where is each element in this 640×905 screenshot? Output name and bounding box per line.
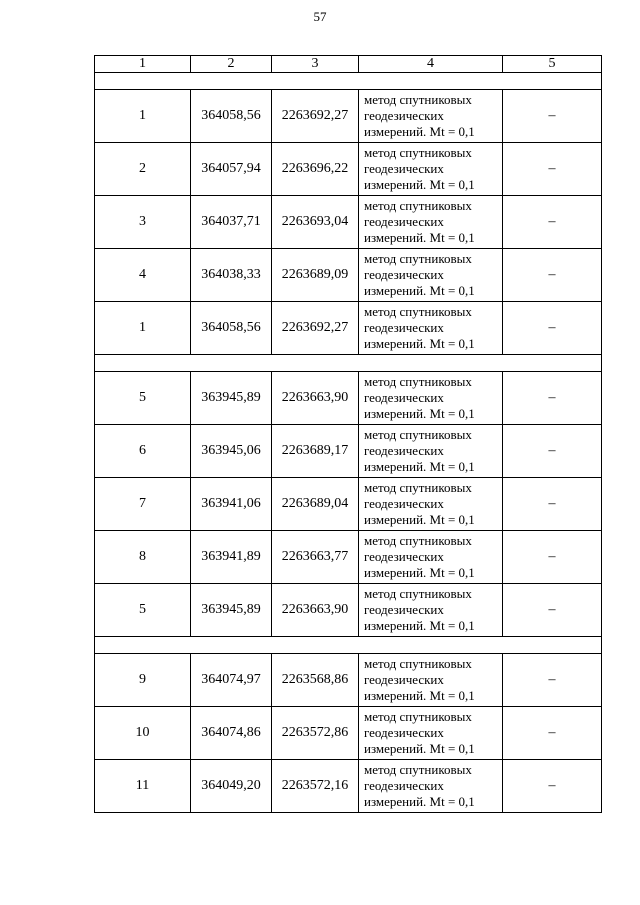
- x-coordinate-cell: 363941,89: [191, 531, 272, 584]
- group-separator-row: [95, 73, 602, 90]
- group-separator-cell: [95, 355, 602, 372]
- note-cell: –: [503, 249, 602, 302]
- method-cell: [359, 372, 503, 425]
- header-row: [95, 56, 602, 73]
- x-coordinate-cell: 363941,06: [191, 478, 272, 531]
- point-number-cell: 10: [95, 707, 191, 760]
- method-cell: [359, 478, 503, 531]
- method-text-line: геодезических: [364, 161, 444, 176]
- method-text-line: геодезических: [364, 778, 444, 793]
- y-coordinate-cell: 2263692,27: [272, 90, 359, 143]
- method-text-line: геодезических: [364, 602, 444, 617]
- x-coordinate-cell: 364057,94: [191, 143, 272, 196]
- x-coordinate-cell: 364058,56: [191, 302, 272, 355]
- table-row: [95, 302, 602, 355]
- point-number-cell: 1: [95, 90, 191, 143]
- point-number-cell: 9: [95, 654, 191, 707]
- coordinates-table: [94, 55, 602, 813]
- method-text-line: измерений. Mt = 0,1: [364, 565, 475, 580]
- x-coordinate-cell: 363945,06: [191, 425, 272, 478]
- point-number-cell: 7: [95, 478, 191, 531]
- table-row: [95, 196, 602, 249]
- method-text-line: измерений. Mt = 0,1: [364, 794, 475, 809]
- note-cell: –: [503, 90, 602, 143]
- method-text-line: геодезических: [364, 672, 444, 687]
- header-cell: 2: [191, 56, 272, 73]
- method-text-line: геодезических: [364, 725, 444, 740]
- note-cell: –: [503, 707, 602, 760]
- y-coordinate-cell: 2263693,04: [272, 196, 359, 249]
- header-cell: 1: [95, 56, 191, 73]
- note-cell: –: [503, 531, 602, 584]
- note-cell: –: [503, 143, 602, 196]
- method-text-line: метод спутниковых: [364, 427, 472, 442]
- method-cell: [359, 90, 503, 143]
- method-cell: [359, 531, 503, 584]
- point-number-cell: 5: [95, 372, 191, 425]
- y-coordinate-cell: 2263572,86: [272, 707, 359, 760]
- table-row: [95, 425, 602, 478]
- method-text-line: измерений. Mt = 0,1: [364, 124, 475, 139]
- y-coordinate-cell: 2263696,22: [272, 143, 359, 196]
- y-coordinate-cell: 2263689,09: [272, 249, 359, 302]
- x-coordinate-cell: 363945,89: [191, 372, 272, 425]
- method-cell: [359, 654, 503, 707]
- note-cell: –: [503, 196, 602, 249]
- table-row: [95, 249, 602, 302]
- method-text-line: измерений. Mt = 0,1: [364, 177, 475, 192]
- method-text-line: геодезических: [364, 214, 444, 229]
- point-number-cell: 3: [95, 196, 191, 249]
- method-cell: [359, 707, 503, 760]
- point-number-cell: 6: [95, 425, 191, 478]
- method-cell: [359, 584, 503, 637]
- table-row: [95, 143, 602, 196]
- table-row: [95, 654, 602, 707]
- method-text-line: метод спутниковых: [364, 586, 472, 601]
- method-text-line: геодезических: [364, 320, 444, 335]
- point-number-cell: 8: [95, 531, 191, 584]
- method-text-line: метод спутниковых: [364, 374, 472, 389]
- note-cell: –: [503, 478, 602, 531]
- note-cell: –: [503, 654, 602, 707]
- method-text-line: метод спутниковых: [364, 198, 472, 213]
- point-number-cell: 4: [95, 249, 191, 302]
- method-cell: [359, 302, 503, 355]
- table-row: [95, 584, 602, 637]
- method-cell: [359, 760, 503, 813]
- method-text-line: измерений. Mt = 0,1: [364, 618, 475, 633]
- method-text-line: измерений. Mt = 0,1: [364, 688, 475, 703]
- table-row: [95, 478, 602, 531]
- method-text-line: измерений. Mt = 0,1: [364, 459, 475, 474]
- method-text-line: метод спутниковых: [364, 709, 472, 724]
- method-text-line: метод спутниковых: [364, 304, 472, 319]
- x-coordinate-cell: 364058,56: [191, 90, 272, 143]
- note-cell: –: [503, 372, 602, 425]
- method-text-line: метод спутниковых: [364, 762, 472, 777]
- x-coordinate-cell: 364074,97: [191, 654, 272, 707]
- method-cell: [359, 143, 503, 196]
- group-separator-row: [95, 637, 602, 654]
- method-text-line: метод спутниковых: [364, 92, 472, 107]
- point-number-cell: 2: [95, 143, 191, 196]
- method-text-line: метод спутниковых: [364, 145, 472, 160]
- header-cell: 3: [272, 56, 359, 73]
- table-row: [95, 372, 602, 425]
- note-cell: –: [503, 760, 602, 813]
- method-cell: [359, 249, 503, 302]
- x-coordinate-cell: 364049,20: [191, 760, 272, 813]
- x-coordinate-cell: 364074,86: [191, 707, 272, 760]
- note-cell: –: [503, 425, 602, 478]
- method-text-line: измерений. Mt = 0,1: [364, 283, 475, 298]
- y-coordinate-cell: 2263692,27: [272, 302, 359, 355]
- method-text-line: измерений. Mt = 0,1: [364, 406, 475, 421]
- method-text-line: геодезических: [364, 390, 444, 405]
- x-coordinate-cell: 364037,71: [191, 196, 272, 249]
- group-separator-cell: [95, 73, 602, 90]
- point-number-cell: 5: [95, 584, 191, 637]
- point-number-cell: 1: [95, 302, 191, 355]
- method-text-line: метод спутниковых: [364, 480, 472, 495]
- group-separator-row: [95, 355, 602, 372]
- y-coordinate-cell: 2263689,04: [272, 478, 359, 531]
- method-cell: [359, 425, 503, 478]
- y-coordinate-cell: 2263572,16: [272, 760, 359, 813]
- method-text-line: измерений. Mt = 0,1: [364, 230, 475, 245]
- y-coordinate-cell: 2263663,90: [272, 372, 359, 425]
- method-cell: [359, 196, 503, 249]
- method-text-line: геодезических: [364, 267, 444, 282]
- table-row: [95, 90, 602, 143]
- method-text-line: метод спутниковых: [364, 533, 472, 548]
- method-text-line: измерений. Mt = 0,1: [364, 741, 475, 756]
- y-coordinate-cell: 2263568,86: [272, 654, 359, 707]
- group-separator-cell: [95, 637, 602, 654]
- method-text-line: метод спутниковых: [364, 251, 472, 266]
- table-row: [95, 707, 602, 760]
- x-coordinate-cell: 364038,33: [191, 249, 272, 302]
- y-coordinate-cell: 2263689,17: [272, 425, 359, 478]
- page-number: 57: [313, 9, 327, 24]
- method-text-line: измерений. Mt = 0,1: [364, 512, 475, 527]
- method-text-line: геодезических: [364, 549, 444, 564]
- header-cell: 4: [359, 56, 503, 73]
- y-coordinate-cell: 2263663,90: [272, 584, 359, 637]
- method-text-line: геодезических: [364, 496, 444, 511]
- note-cell: –: [503, 302, 602, 355]
- method-text-line: метод спутниковых: [364, 656, 472, 671]
- y-coordinate-cell: 2263663,77: [272, 531, 359, 584]
- header-cell: 5: [503, 56, 602, 73]
- table-row: [95, 760, 602, 813]
- x-coordinate-cell: 363945,89: [191, 584, 272, 637]
- point-number-cell: 11: [95, 760, 191, 813]
- method-text-line: геодезических: [364, 108, 444, 123]
- method-text-line: измерений. Mt = 0,1: [364, 336, 475, 351]
- method-text-line: геодезических: [364, 443, 444, 458]
- table-row: [95, 531, 602, 584]
- note-cell: –: [503, 584, 602, 637]
